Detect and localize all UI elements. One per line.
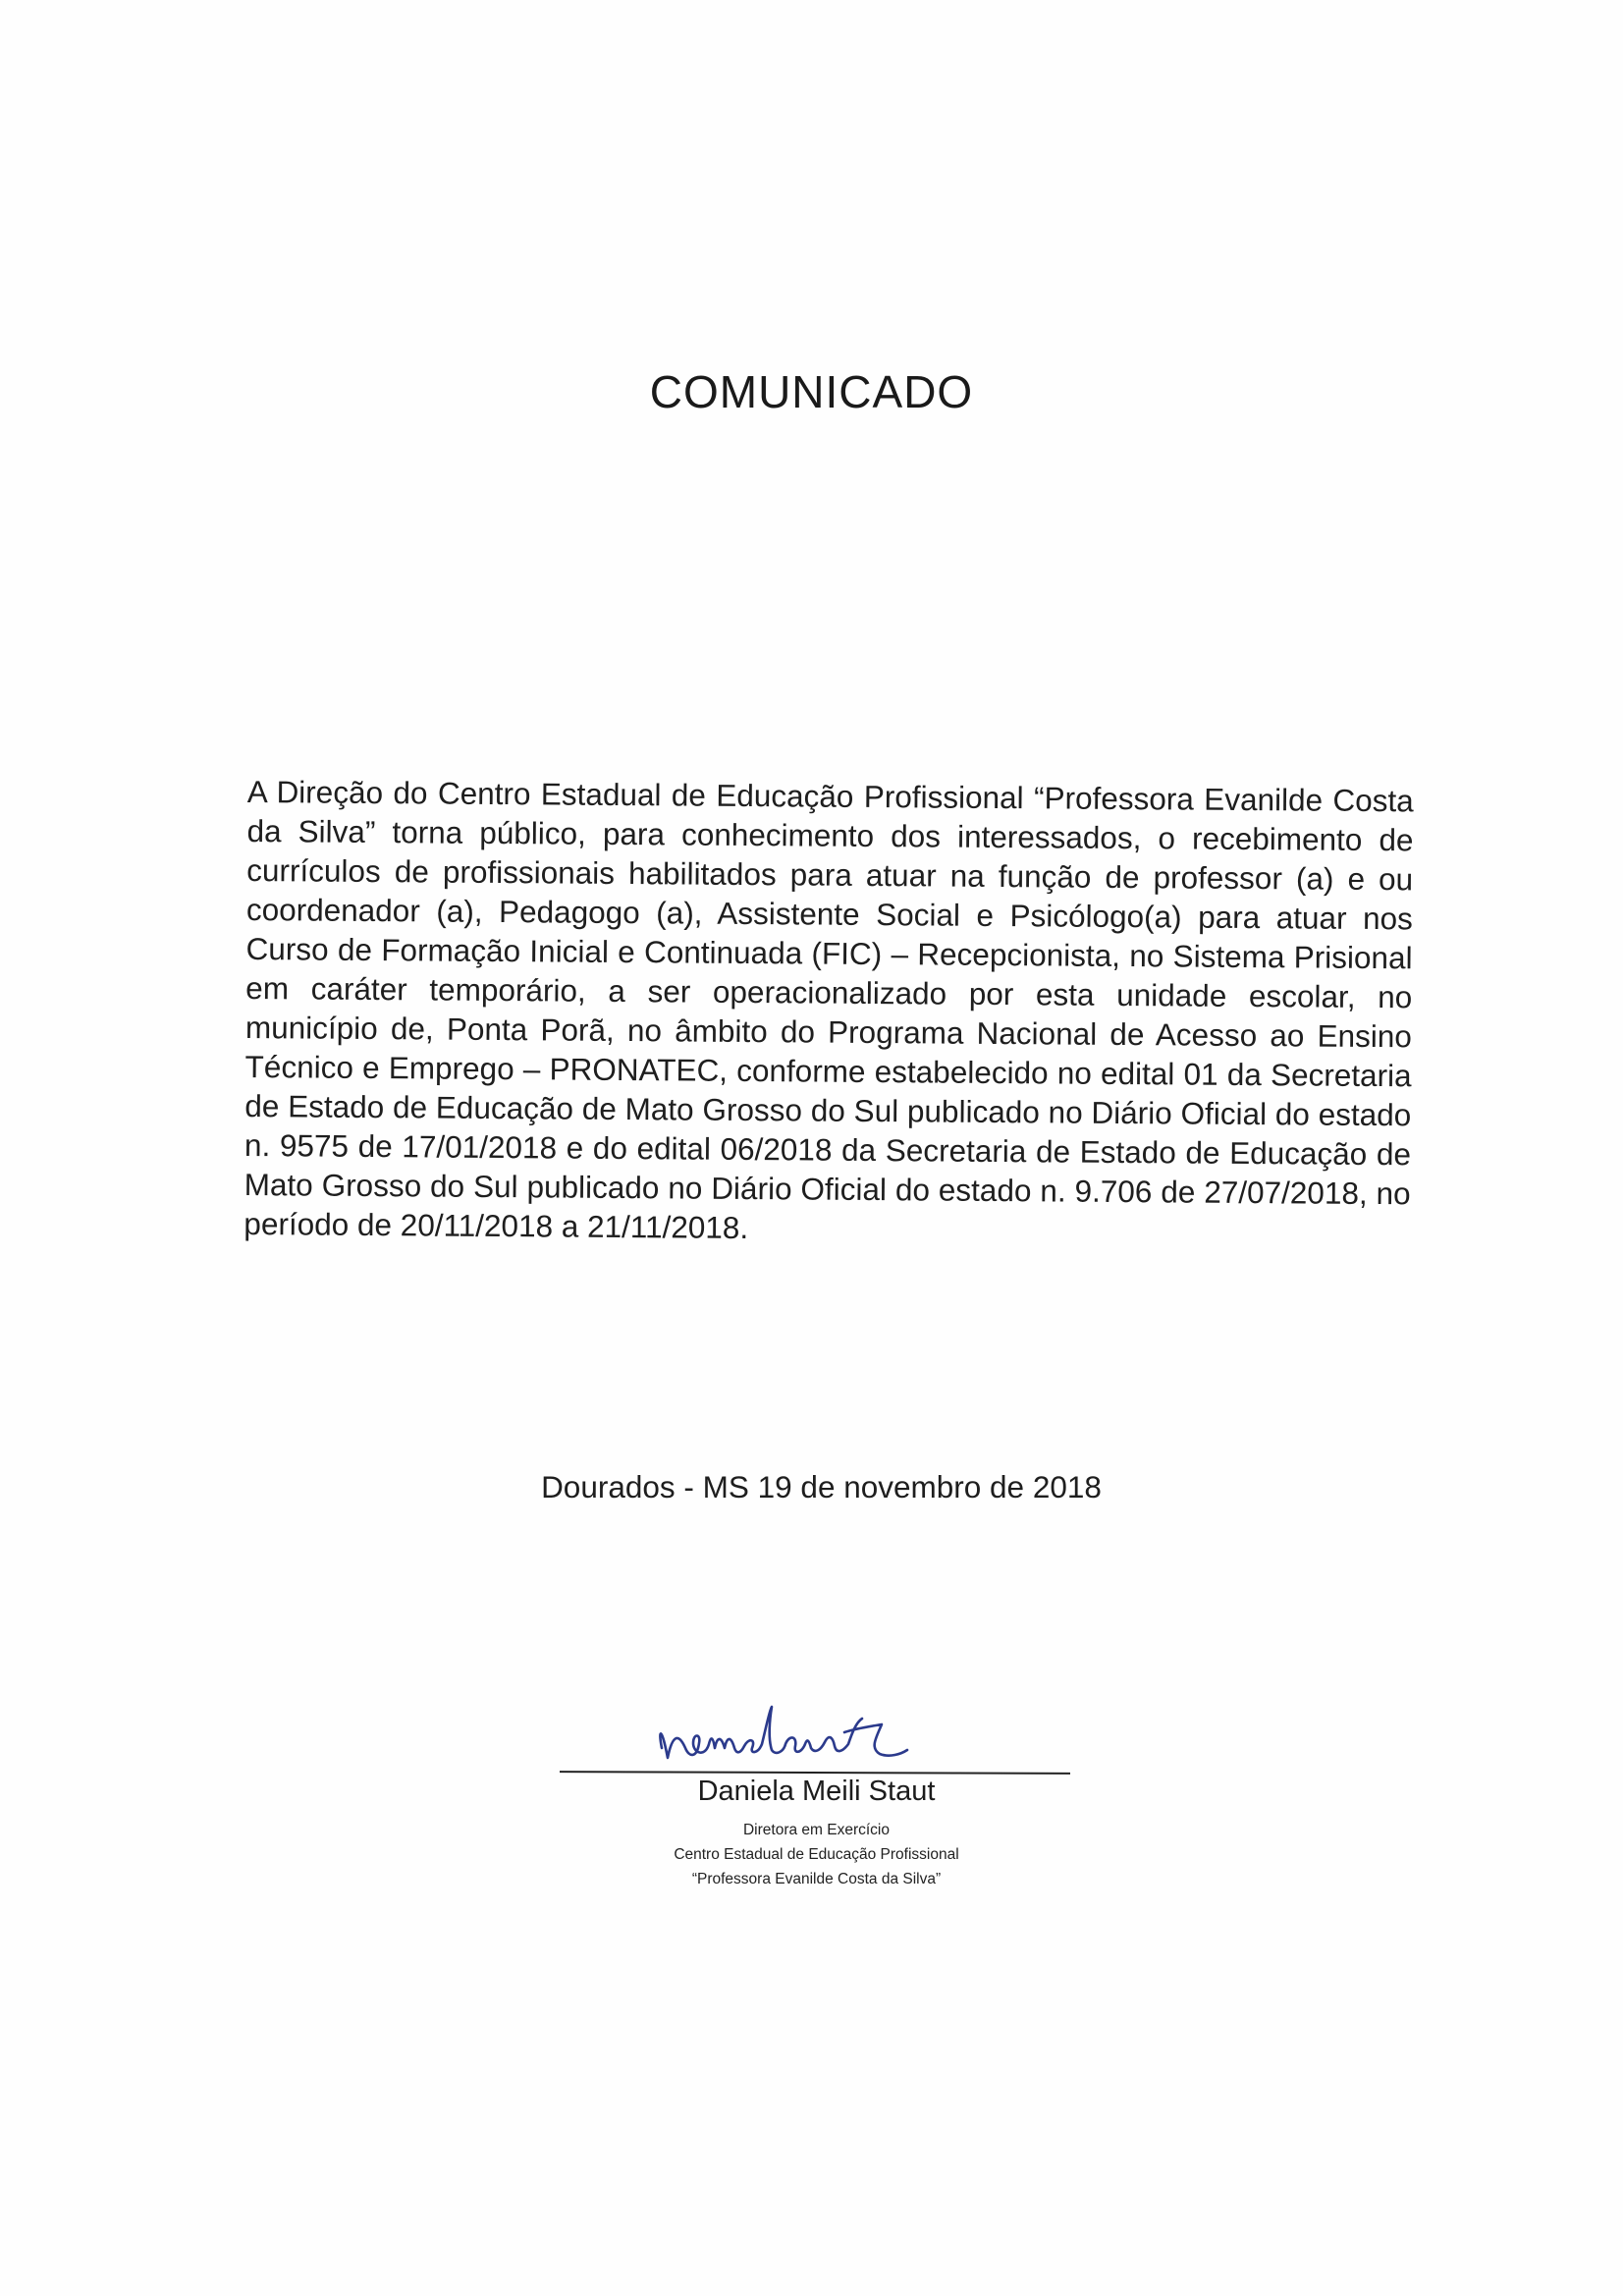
signer-role: Diretora em Exercício bbox=[742, 1822, 890, 1838]
handwritten-signature bbox=[648, 1689, 943, 1777]
signer-institution: Centro Estadual de Educação Profissional bbox=[674, 1846, 959, 1863]
signer-institution-name: “Professora Evanilde Costa da Silva” bbox=[691, 1871, 942, 1887]
document-title: COMUNICADO bbox=[649, 366, 974, 417]
announcement-paragraph: A Direção do Centro Estadual de Educação Profissional “Professora Evanilde Costa da Silva” torna público, para conhecimento dos interessados, o recebimento de currículos de profissionais habilitados para atuar na função de professor (a) e ou coordenador (a), Pedagogo (a), Assistente Social e Psicólogo(a) para atuar nos Curso de Formação Inicial e Continuada (FIC) – Recepcionista, no Sistema Prisional em caráter temporário, a ser operacionalizado por esta unidade escolar, no município de, Ponta Porã, no âmbito do Programa Nacional de Acesso ao Ensino Técnico e Emprego – PRONATEC, conforme estabelecido no edital 01 da Secretaria de Estado de Educação de Mato Grosso do Sul publicado no Diário Oficial do estado n. 9575 de 17/01/2018 e do edital 06/2018 da Secretaria de Estado de Educação de Mato Grosso do Sul publicado no Diário Oficial do estado n. 9.706 de 27/07/2018, no período de 20/11/2018 a 21/11/2018. bbox=[243, 773, 1414, 1246]
date-line: Dourados - MS 19 de novembro de 2018 bbox=[541, 1469, 1102, 1504]
signer-name: Daniela Meili Staut bbox=[697, 1776, 936, 1807]
